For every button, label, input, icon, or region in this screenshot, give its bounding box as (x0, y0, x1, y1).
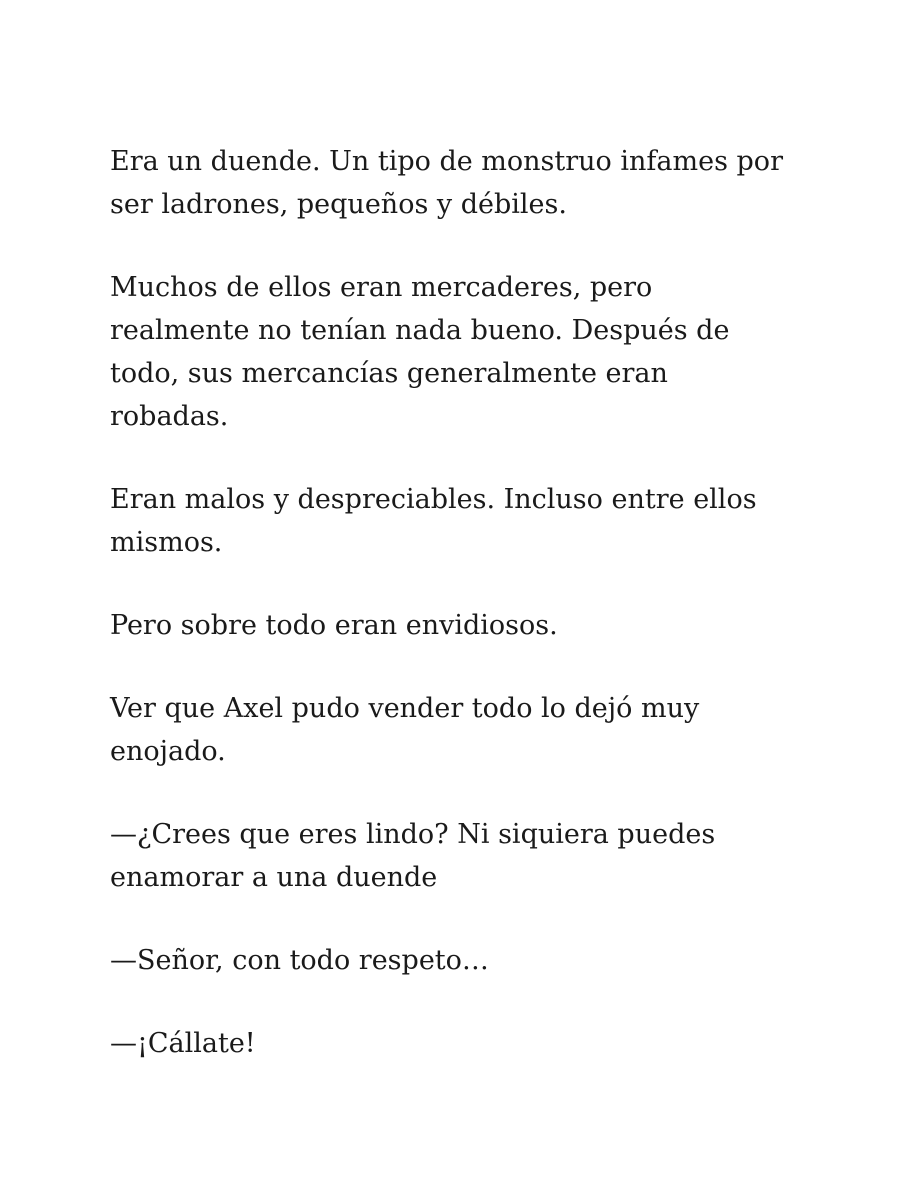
paragraph-6-dialogue: —¿Crees que eres lindo? Ni siquiera puedes enamorar a una duende (110, 819, 716, 893)
paragraph-3: Eran malos y despreciables. Incluso entre ellos mismos. (110, 484, 757, 558)
document-body (110, 140, 790, 1105)
paragraph-4: Pero sobre todo eran envidiosos. (110, 610, 558, 641)
paragraph-8-dialogue: —¡Cállate! (110, 1028, 256, 1059)
paragraph-5: Ver que Axel pudo vender todo lo dejó muy enojado. (110, 693, 700, 767)
paragraph-7-dialogue: —Señor, con todo respeto… (110, 945, 489, 976)
paragraph-2: Muchos de ellos eran mercaderes, pero realmente no tenían nada bueno. Después de todo, sus mercancías generalmente eran robadas. (110, 272, 730, 432)
paragraph-1: Era un duende. Un tipo de monstruo infames por ser ladrones, pequeños y débiles. (110, 146, 783, 220)
